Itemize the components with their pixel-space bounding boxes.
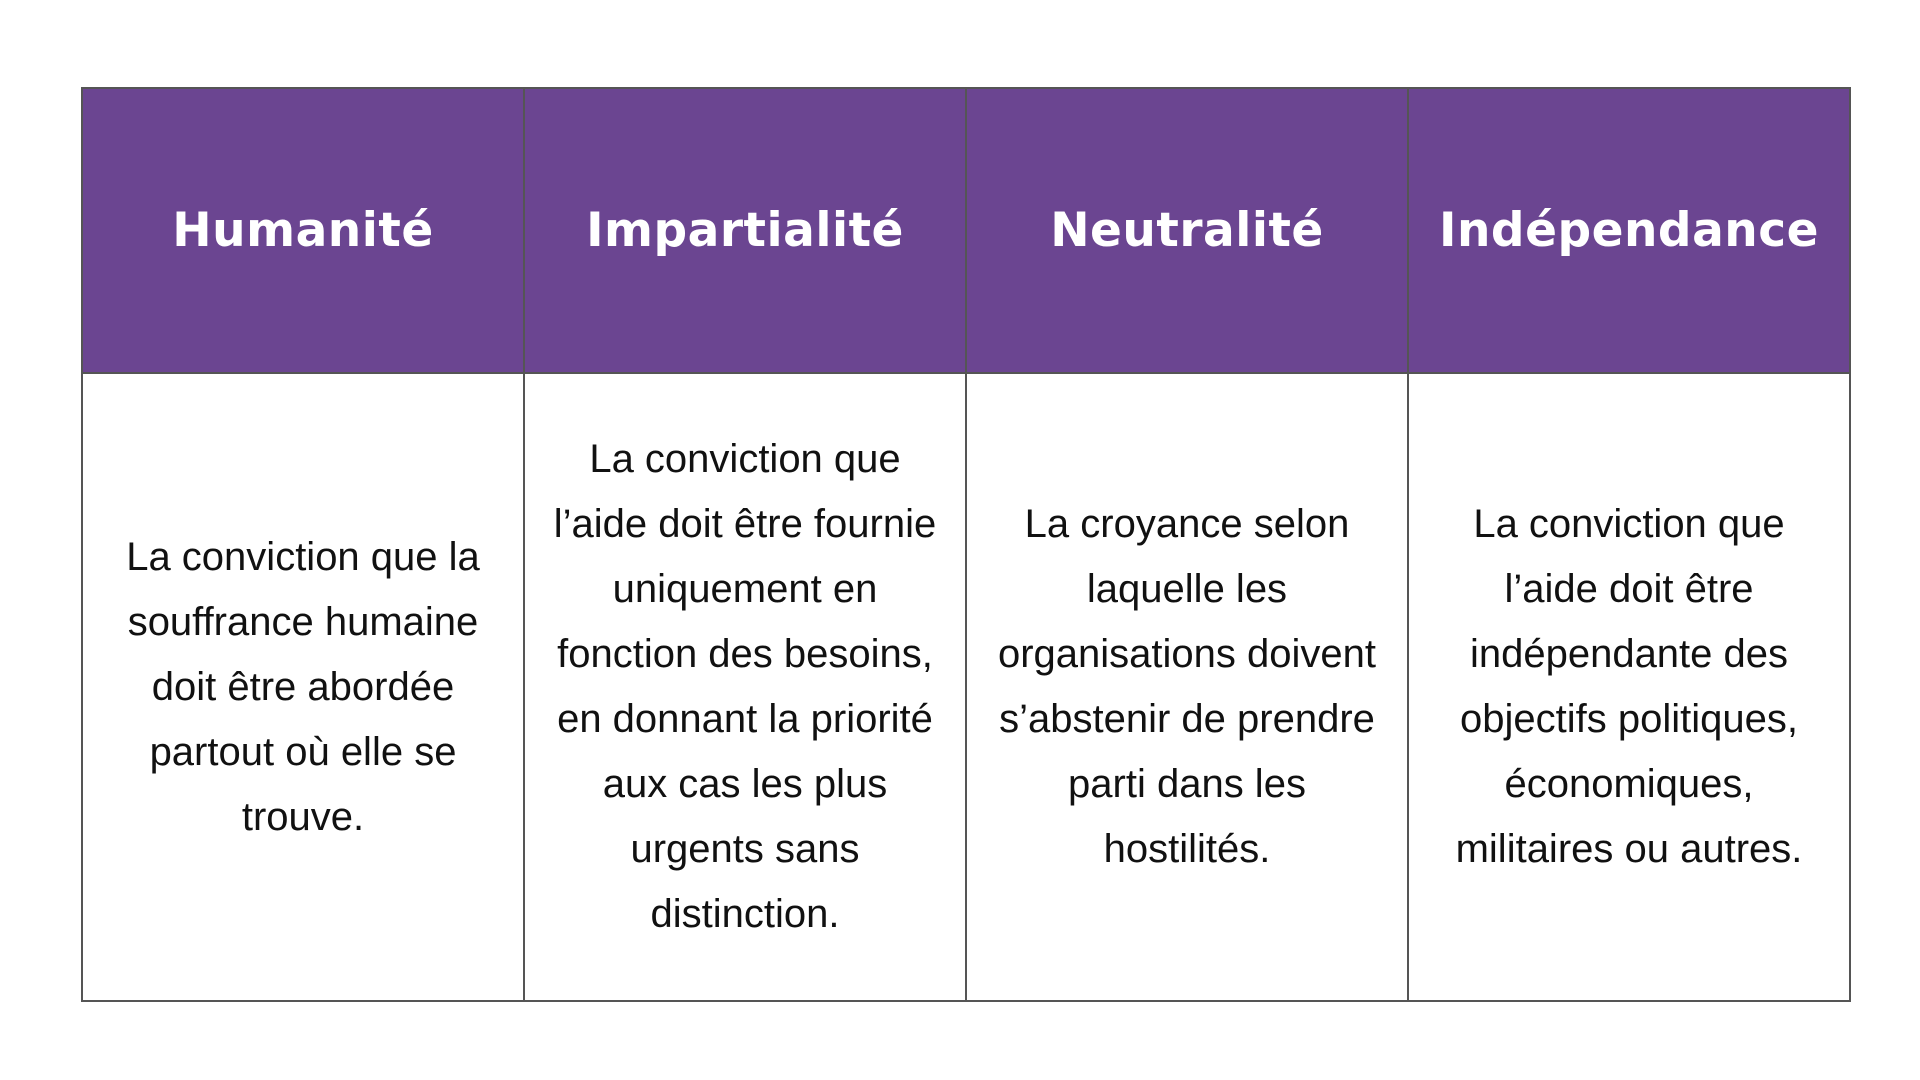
description-neutralite: La croyance selon laquelle les organisations doivent s’abstenir de prendre parti dans les hostilités. (966, 373, 1408, 1001)
header-neutralite: Neutralité (966, 88, 1408, 373)
description-independance: La conviction que l’aide doit être indépendante des objectifs politiques, économiques, militaires ou autres. (1408, 373, 1850, 1001)
description-row (82, 373, 1850, 1001)
header-humanite: Humanité (82, 88, 524, 373)
header-row (82, 88, 1850, 373)
principles-table (81, 87, 1851, 1002)
description-impartialite: La conviction que l’aide doit être fournie uniquement en fonction des besoins, en donnant la priorité aux cas les plus urgents sans distinction. (524, 373, 966, 1001)
header-impartialite: Impartialité (524, 88, 966, 373)
description-humanite: La conviction que la souffrance humaine doit être abordée partout où elle se trouve. (82, 373, 524, 1001)
header-independance: Indépendance (1408, 88, 1850, 373)
